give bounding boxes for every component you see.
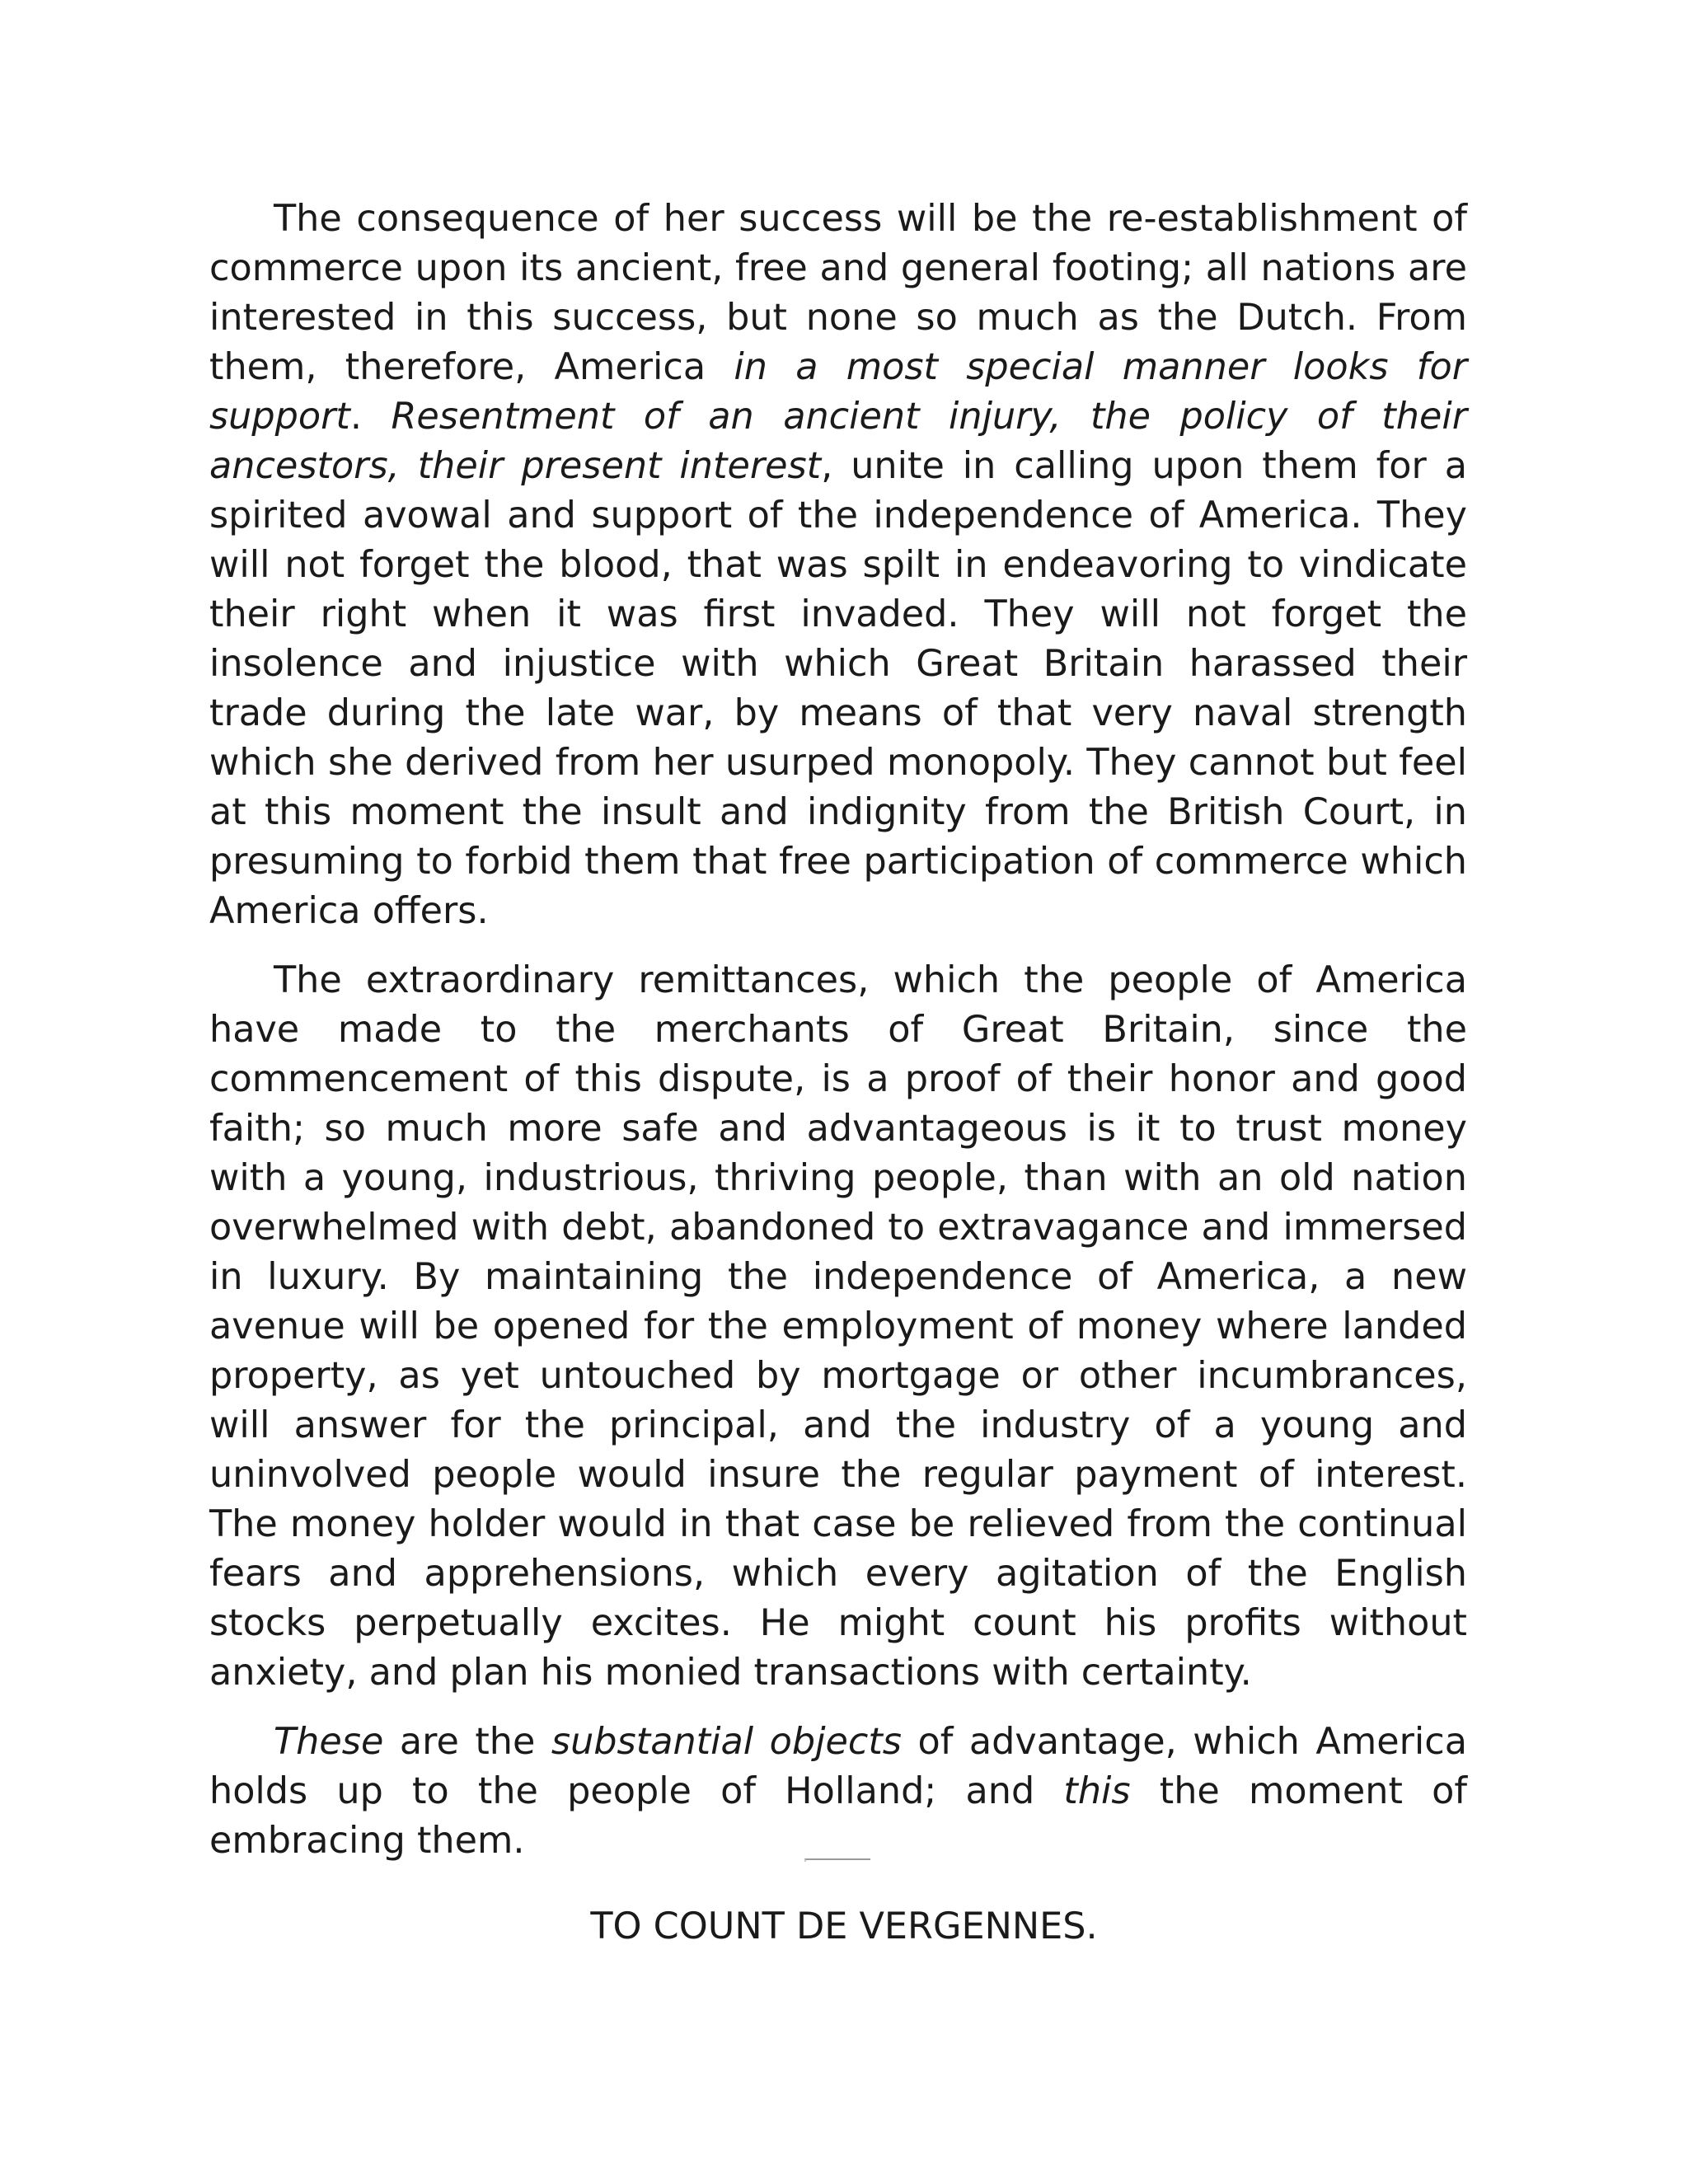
paragraph-3-segment: the moment of embracing them. — [209, 1770, 1468, 1862]
section-divider — [804, 1858, 870, 1862]
paragraph-1-segment: , unite in calling upon them for a spirited avowal and support of the independence of America. They will not forget the blood, that was spilt in endeavoring to vindicate their right when it was first invaded. They will not forget the insolence and injustice with which Great Britain harassed their trade during the late war, by means of that very naval strength which she derived from her usurped monopoly. They cannot but feel at this moment the insult and indignity from the British Court, in presuming to forbid them that free participation of commerce which America offers. — [209, 445, 1467, 932]
paragraph-1-segment: . — [349, 396, 392, 438]
paragraph-3-italic-segment: this — [1063, 1770, 1131, 1812]
paragraph-3-segment: of advantage, which America holds up to the people of Holland; and — [209, 1721, 1467, 1812]
section-heading: TO COUNT DE VERGENNES. — [590, 1905, 1098, 1947]
paragraph-3-italic-segment: These — [274, 1721, 384, 1763]
paragraph-1 — [209, 194, 1467, 936]
paragraph-2-segment: The extraordinary remittances, which the people of America have made to the merchants of Great Britain, since the commencement of this dispute, is a proof of their honor and good faith; so much more safe and advantageous is it to trust money with a young, industrious, thriving people, than with an old nation overwhelmed with debt, abandoned to extravagance and immersed in luxury. By maintaining the independence of America, a new avenue will be opened for the employment of money where landed property, as yet untouched by mortgage or other incumbrances, will answer for the principal, and the industry of a young and uninvolved people would insure the regular payment of interest. The money holder would in that case be relieved from the continual fears and apprehensions, which every agitation of the English stocks perpetually excites. He might count his profits without anxiety, and plan his monied transactions with certainty. — [209, 959, 1467, 1694]
paragraph-3-italic-segment: substantial objects — [551, 1721, 902, 1763]
paragraph-1-italic-segment: Resentment of an ancient injury, the policy of their ancestors, their present interest — [209, 396, 1467, 487]
paragraph-3 — [209, 1718, 1467, 1866]
paragraph-3-segment: are the — [383, 1721, 551, 1763]
document-body — [209, 194, 1467, 1886]
paragraph-2 — [209, 956, 1467, 1698]
paragraph-1-italic-segment: in a most special manner looks for support — [209, 346, 1467, 438]
paragraph-1-segment: The consequence of her success will be the re-establishment of commerce upon its ancient, free and general footing; all nations are interested in this success, but none so much as the Dutch. From them, therefore, America — [209, 198, 1467, 388]
